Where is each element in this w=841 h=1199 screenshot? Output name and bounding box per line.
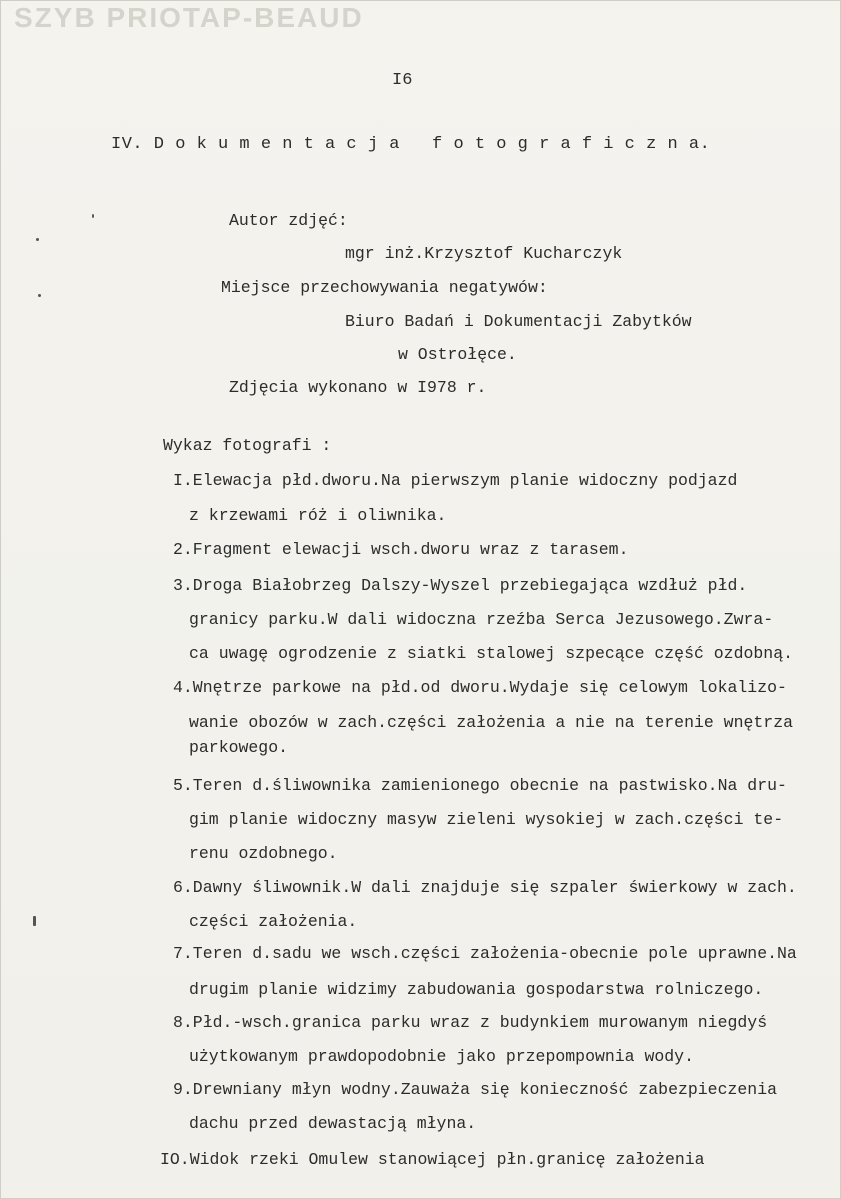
- list-item-4-cont: wanie obozów w zach.części założenia a nie na terenie wnętrza: [189, 713, 793, 732]
- list-item-9-cont: dachu przed dewastacją młyna.: [189, 1114, 477, 1133]
- list-item-6: 6.Dawny śliwownik.W dali znajduje się szpaler świerkowy w zach.: [173, 878, 797, 897]
- list-item-7: 7.Teren d.sadu we wsch.części założenia-obecnie pole uprawne.Na: [173, 944, 797, 963]
- margin-mark: [38, 294, 41, 297]
- list-item-5: 5.Teren d.śliwownika zamienionego obecnie na pastwisko.Na dru-: [173, 776, 787, 795]
- page-number: I6: [392, 71, 413, 90]
- list-item-3: 3.Droga Białobrzeg Dalszy-Wyszel przebiegająca wzdłuż płd.: [173, 576, 748, 595]
- list-item-5-cont2: renu ozdobnego.: [189, 844, 338, 863]
- list-item-8: 8.Płd.-wsch.granica parku wraz z budynkiem murowanym niegdyś: [173, 1013, 768, 1032]
- list-item-1-cont: z krzewami róż i oliwnika.: [189, 506, 447, 525]
- margin-mark: [33, 916, 36, 926]
- list-item-9: 9.Drewniany młyn wodny.Zauważa się konieczność zabezpieczenia: [173, 1080, 777, 1099]
- section-heading: IV. D o k u m e n t a c j a f o t o g r a f i c z n a.: [111, 135, 711, 154]
- author-name: mgr inż.Krzysztof Kucharczyk: [345, 244, 623, 263]
- list-item-1: I.Elewacja płd.dworu.Na pierwszym planie widoczny podjazd: [173, 471, 738, 490]
- list-title: Wykaz fotografi :: [163, 436, 332, 455]
- storage-line-1: Biuro Badań i Dokumentacji Zabytków: [345, 312, 692, 331]
- list-item-3-cont2: ca uwagę ogrodzenie z siatki stalowej szpecące część ozdobną.: [189, 644, 793, 663]
- bleed-through-text: SZYB PRIOTAP-BEAUD: [14, 2, 364, 33]
- author-label: Autor zdjęć:: [229, 211, 348, 230]
- list-item-7-cont: drugim planie widzimy zabudowania gospodarstwa rolniczego.: [189, 980, 764, 999]
- storage-line-2: w Ostrołęce.: [398, 345, 517, 364]
- margin-mark: [36, 238, 39, 241]
- margin-mark: [92, 214, 94, 218]
- list-item-4-cont2: parkowego.: [189, 738, 289, 757]
- list-item-6-cont: części założenia.: [189, 912, 358, 931]
- list-item-2: 2.Fragment elewacji wsch.dworu wraz z tarasem.: [173, 540, 629, 559]
- list-item-10: IO.Widok rzeki Omulew stanowiącej płn.granicę założenia: [160, 1150, 705, 1169]
- storage-label: Miejsce przechowywania negatywów:: [221, 278, 548, 297]
- list-item-8-cont: użytkowanym prawdopodobnie jako przepompownia wody.: [189, 1047, 694, 1066]
- list-item-3-cont: granicy parku.W dali widoczna rzeźba Serca Jezusowego.Zwra-: [189, 610, 774, 629]
- list-item-4: 4.Wnętrze parkowe na płd.od dworu.Wydaje się celowym lokalizo-: [173, 678, 787, 697]
- date-line: Zdjęcia wykonano w I978 r.: [229, 378, 487, 397]
- list-item-5-cont: gim planie widoczny masyw zieleni wysokiej w zach.części te-: [189, 810, 784, 829]
